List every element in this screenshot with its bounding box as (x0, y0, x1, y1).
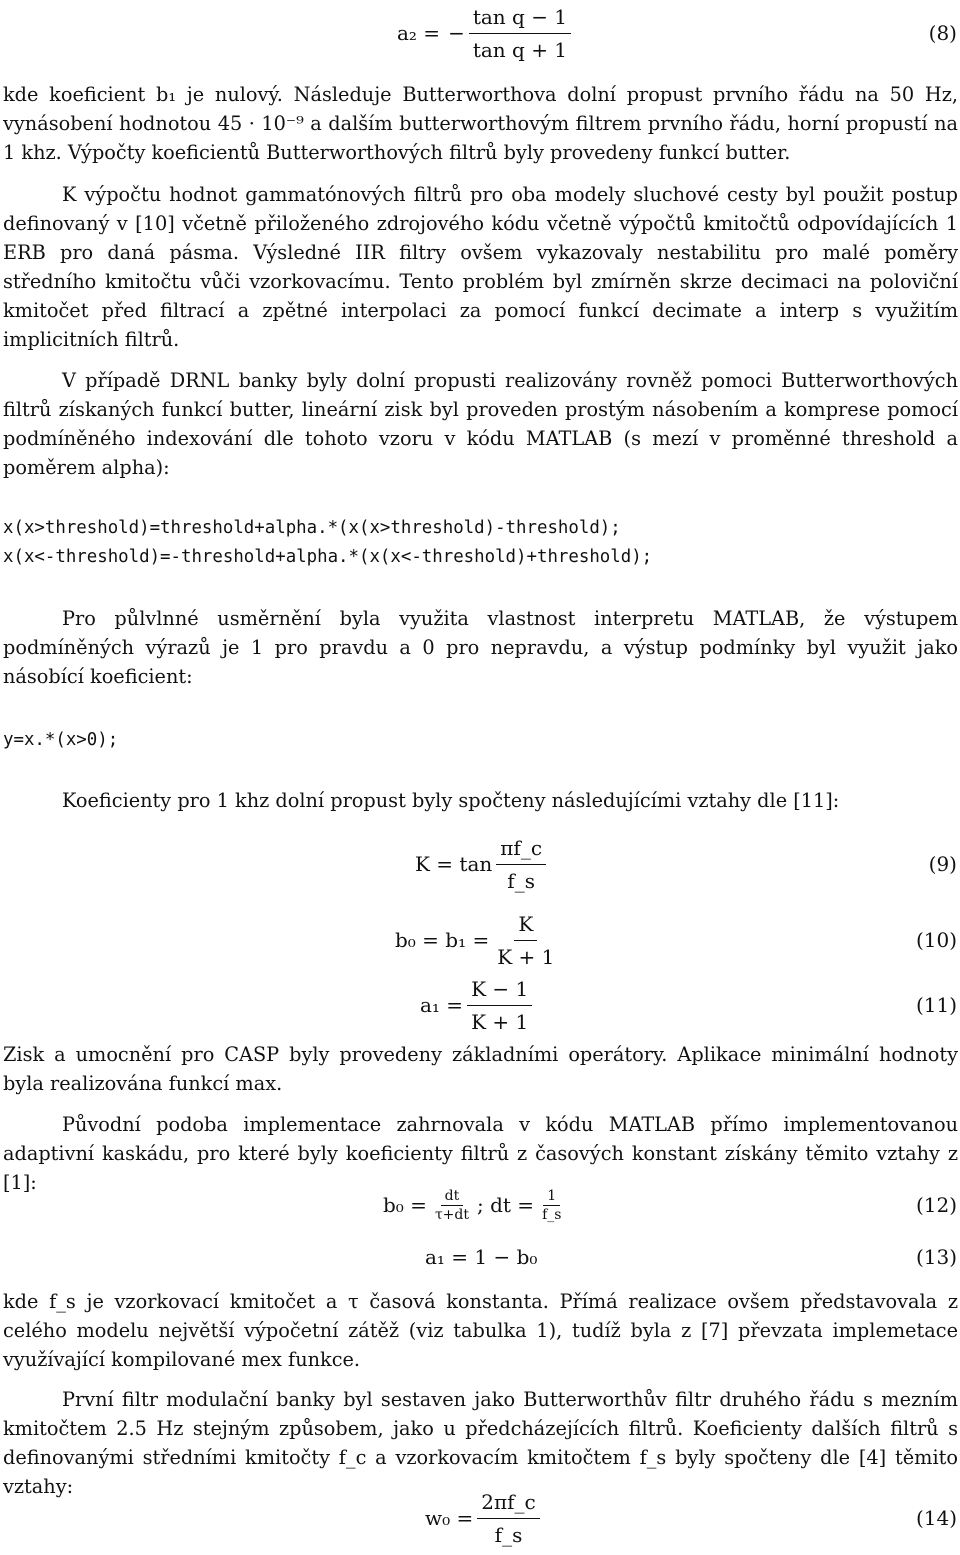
equation-14 (0, 1483, 960, 1553)
eq9-denominator: f_s (507, 868, 535, 893)
eq11-fraction (467, 976, 532, 1035)
paragraph-8: kde f_s je vzorkovací kmitočet a τ časová konstanta. Přímá realizace ovšem představovala z celého modelu největší výpočetní zátěž (viz tabulka 1), tudíž byla z [7] převzata implemetace využívající kompilované mex funkce. (3, 1290, 958, 1371)
eq8-number: (8) (928, 21, 957, 45)
paragraph-3: V případě DRNL banky byly dolní propusti realizovány rovněž pomoci Butterworthových filtrů získaných funkcí butter, lineární zisk byl proveden prostým násobením a komprese pomocí podmíněného indexování dle tohoto vzoru v kódu MATLAB (s mezí v proměnné threshold a poměrem alpha): (3, 369, 958, 479)
eq12-fraction-2 (538, 1187, 565, 1224)
eq10-number: (10) (915, 928, 957, 952)
eq12-numerator-2: 1 (543, 1187, 560, 1206)
eq13-number: (13) (915, 1245, 957, 1269)
equation-9 (0, 829, 960, 899)
eq12-numerator-1: dt (441, 1187, 464, 1206)
paragraph-7: Původní podoba implementace zahrnovala v kódu MATLAB přímo implementovanou adaptivní kaskádu, pro které byly koeficienty filtrů z časových konstant získány těmito vztahy z [1]: (3, 1113, 958, 1194)
eq12-denominator-1: τ+dt (434, 1206, 470, 1223)
code-line-1: x(x>threshold)=threshold+alpha.*(x(x>threshold)-threshold); (3, 518, 621, 538)
paragraph-9: První filtr modulační banky byl sestaven jako Butterworthův filtr druhého řádu s mezním kmitočtem 2.5 Hz stejným způsobem, jako u předcházejících filtrů. Koeficienty dalších filtrů s definovanými středními kmitočty f_c a vzorkovacím kmitočtem f_s byly spočteny dle [4] těmito vztahy: (3, 1388, 958, 1498)
paragraph-5: Koeficienty pro 1 khz dolní propust byly spočteny následujícími vztahy dle [11]: (62, 789, 840, 812)
eq8-numerator: tan q − 1 (469, 4, 571, 34)
eq12-lhs: b₀ = (383, 1193, 427, 1217)
eq10-numerator: K (514, 911, 537, 941)
code-line-2: x(x<-threshold)=-threshold+alpha.*(x(x<-threshold)+threshold); (3, 547, 653, 567)
eq10-lhs: b₀ = b₁ = (395, 928, 490, 952)
paragraph-4: Pro půlvlnné usměrnění byla využita vlastnost interpretu MATLAB, že výstupem podmíněných výrazů je 1 pro pravdu a 0 pro nepravdu, a výstup podmínky byl využit jako násobící koeficient: (3, 607, 958, 688)
eq8-sign: − (448, 21, 465, 45)
eq11-denominator: K + 1 (471, 1009, 529, 1034)
eq9-fraction (496, 835, 546, 894)
equation-10 (0, 905, 960, 975)
eq12-denominator-2: f_s (542, 1206, 562, 1223)
eq12-number: (12) (915, 1193, 957, 1217)
paragraph-6: Zisk a umocnění pro CASP byly provedeny základními operátory. Aplikace minimální hodnoty byla realizována funkcí max. (3, 1043, 958, 1095)
eq11-lhs: a₁ = (420, 993, 464, 1017)
eq12-fraction-1 (431, 1187, 473, 1224)
eq9-lhs: K = tan (415, 852, 493, 876)
eq13-expression: a₁ = 1 − b₀ (425, 1245, 538, 1269)
eq8-fraction (469, 4, 571, 63)
eq9-number: (9) (928, 852, 957, 876)
eq10-fraction (493, 911, 558, 970)
eq8-lhs: a₂ = (397, 21, 441, 45)
paragraph-2: K výpočtu hodnot gammatónových filtrů pro oba modely sluchové cesty byl použit postup definovaný v [10] včetně přiloženého zdrojového kódu včetně výpočtů kmitočtů odpovídajících 1 ERB pro daná pásma. Výsledné IIR filtry ovšem vykazovaly nestabilitu pro malé poměry středního kmitočtu vůči vzorkovacímu. Tento problém byl zmírněn skrze decimaci na poloviční kmitočet před filtrací a zpětné interpolaci za pomocí funkcí decimate a interp s využitím implicitních filtrů. (3, 183, 958, 351)
eq12-middle: ; dt = (477, 1193, 535, 1217)
eq9-numerator: πf_c (496, 835, 546, 865)
equation-11 (0, 970, 960, 1040)
eq14-numerator: 2πf_c (477, 1489, 539, 1519)
eq14-fraction (477, 1489, 539, 1548)
code-line-3: y=x.*(x>0); (3, 730, 119, 750)
eq8-denominator: tan q + 1 (472, 37, 568, 62)
eq10-denominator: K + 1 (497, 944, 555, 969)
eq11-numerator: K − 1 (467, 976, 532, 1006)
equation-8 (0, 0, 960, 68)
eq14-lhs: w₀ = (425, 1506, 474, 1530)
eq14-denominator: f_s (494, 1522, 523, 1547)
eq14-number: (14) (915, 1506, 957, 1530)
eq11-number: (11) (915, 993, 957, 1017)
paragraph-1: kde koeficient b₁ je nulový. Následuje Butterworthova dolní propust prvního řádu na 50 Hz, vynásobení hodnotou 45 · 10⁻⁹ a dalším butterworthovým filtrem prvního řádu, horní propustí na 1 khz. Výpočty koeficientů Butterworthových filtrů byly provedeny funkcí butter. (3, 83, 958, 164)
equation-13 (0, 1222, 960, 1292)
